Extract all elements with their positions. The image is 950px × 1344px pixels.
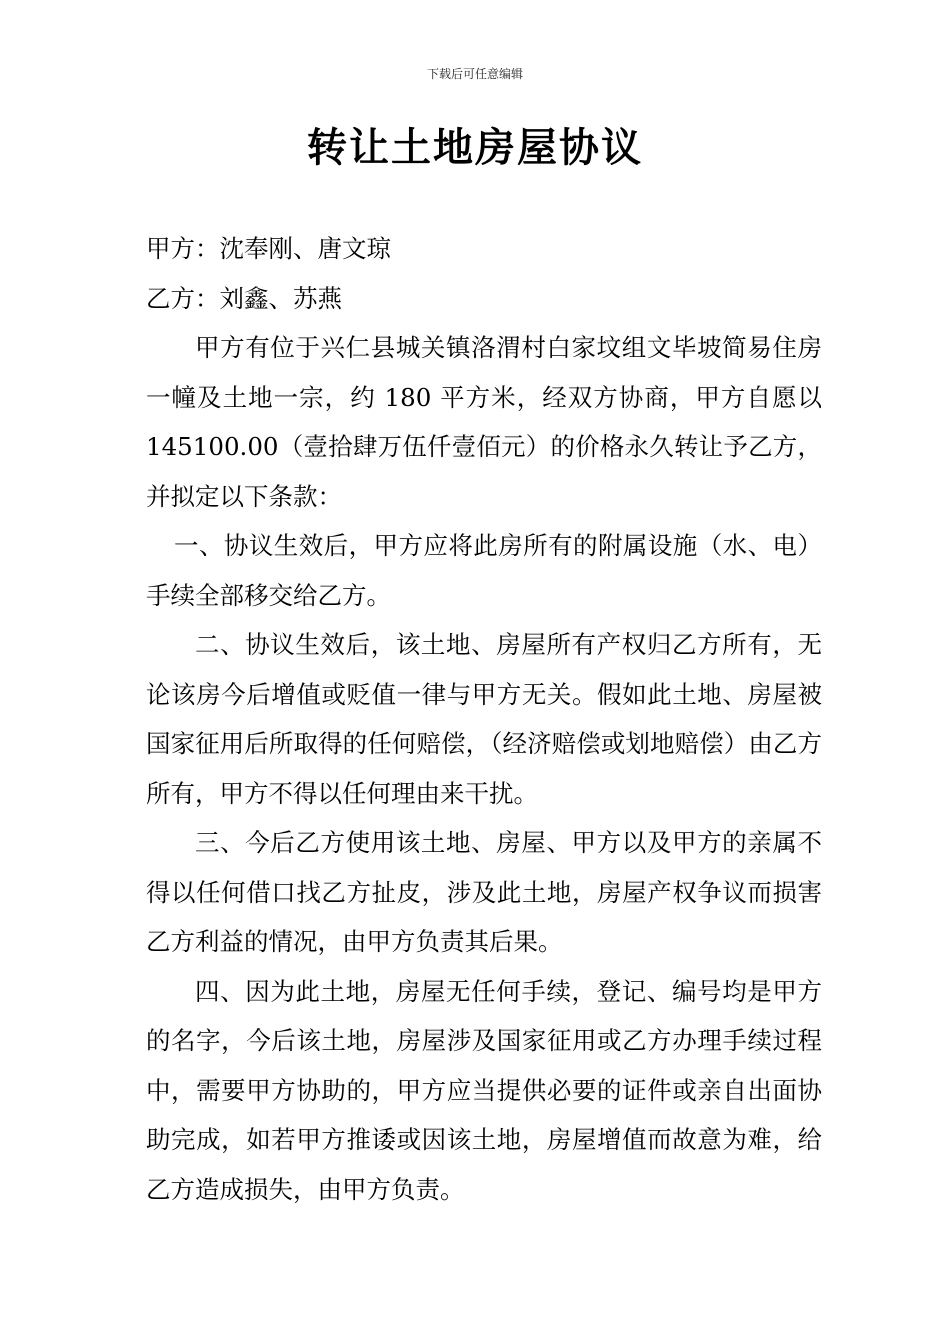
clause-1: 一、协议生效后，甲方应将此房所有的附属设施（水、电）手续全部移交给乙方。 <box>146 531 822 610</box>
party-a: 甲方：沈奉刚、唐文琼 <box>146 234 391 263</box>
header-note: 下载后可任意编辑 <box>426 67 523 81</box>
paragraph-intro: 甲方有位于兴仁县城关镇洛渭村白家坟组文毕坡简易住房一幢及土地一宗，约 180 平方米，经双方协商，甲方自愿以 145100.00（壹拾肆万伍仟壹佰元）的价格永久转让予乙方，并拟定以下条款： <box>146 333 822 511</box>
document-title: 转让土地房屋协议 <box>307 124 643 171</box>
document-body <box>146 224 822 1214</box>
clause-2: 二、协议生效后，该土地、房屋所有产权归乙方所有，无论该房今后增值或贬值一律与甲方无关。假如此土地、房屋被国家征用后所取得的任何赔偿，（经济赔偿或划地赔偿）由乙方所有，甲方不得以任何理由来干扰。 <box>146 630 822 808</box>
clause-3: 三、今后乙方使用该土地、房屋、甲方以及甲方的亲属不得以任何借口找乙方扯皮，涉及此土地，房屋产权争议而损害乙方利益的情况，由甲方负责其后果。 <box>146 828 822 956</box>
party-b: 乙方：刘鑫、苏燕 <box>146 283 342 313</box>
clause-4: 四、因为此土地，房屋无任何手续，登记、编号均是甲方的名字，今后该土地，房屋涉及国家征用或乙方办理手续过程中，需要甲方协助的，甲方应当提供必要的证件或亲自出面协助完成，如若甲方推诿或因该土地，房屋增值而故意为难，给乙方造成损失，由甲方负责。 <box>146 976 822 1204</box>
